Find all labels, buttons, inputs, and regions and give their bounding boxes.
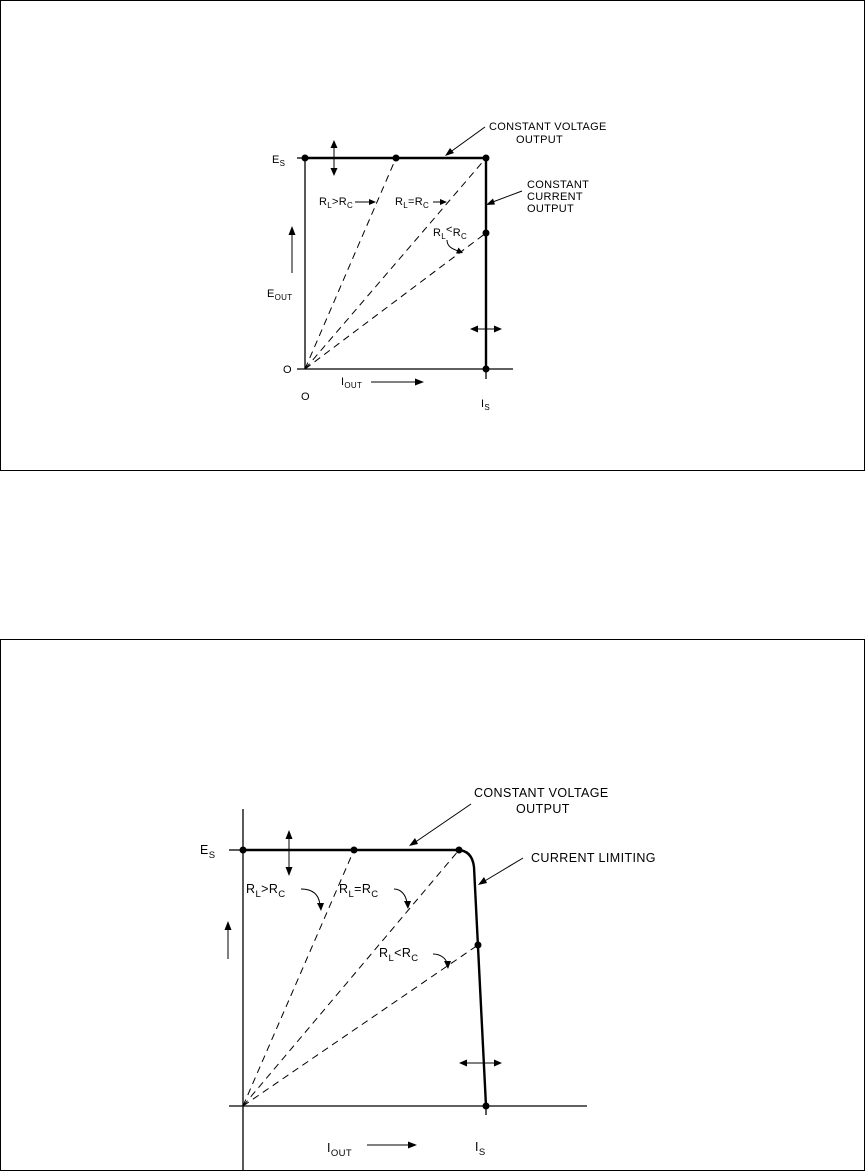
- horizontal-double-arrow-right: [494, 1060, 502, 1067]
- cv-label-line1: CONSTANT VOLTAGE: [474, 786, 609, 800]
- rl-eq-leader-line: [394, 889, 407, 903]
- point-is: [483, 1103, 490, 1110]
- vertical-double-arrow-up: [286, 830, 293, 839]
- is-label: $I_S$: [481, 398, 490, 412]
- rl-gt-label: $R_L>R_C$: [319, 196, 354, 210]
- cv-label-line2: OUTPUT: [516, 802, 570, 816]
- is-label: $I_S$: [475, 1140, 486, 1158]
- cc-label-line1: CONSTANT: [527, 179, 590, 191]
- constant-current-diagram: [1, 1, 865, 472]
- iout-direction-arrow-head: [408, 1142, 417, 1149]
- iout-label: $I_{OUT}$: [327, 1141, 353, 1159]
- cc-leader: [486, 191, 522, 205]
- rl-lt-label: $R_L<R_C$: [433, 224, 468, 241]
- rl-gt-leader: [355, 199, 376, 205]
- cv-leader-head: [409, 838, 418, 846]
- es-label: $E_S$: [200, 843, 216, 861]
- vertical-direction-arrow-head: [225, 921, 232, 930]
- origin-y-label: O: [283, 364, 292, 376]
- origin-x-label: O: [301, 391, 310, 403]
- eout-direction-arrow: [289, 226, 296, 273]
- horizontal-double-arrow-left: [459, 1060, 467, 1067]
- diagram-current-limiting-frame: [0, 639, 865, 1171]
- cv-leader: [445, 127, 485, 156]
- point-intersect-gt: [393, 155, 400, 162]
- point-intersect-lt: [483, 230, 490, 237]
- cv-label-line1: CONSTANT VOLTAGE: [489, 121, 607, 133]
- point-corner: [456, 847, 463, 854]
- vertical-double-arrow-down: [286, 867, 293, 876]
- rl-eq-label: $R_L=R_C$: [339, 882, 379, 900]
- rl-eq-label: $R_L=R_C$: [395, 196, 430, 210]
- point-es: [302, 155, 309, 162]
- point-intersect-gt: [351, 847, 358, 854]
- point-is: [483, 366, 490, 373]
- rl-eq-leader-head: [404, 901, 411, 909]
- load-line-rl-less: [305, 233, 486, 369]
- load-line-rl-greater: [305, 158, 396, 369]
- cv-leader-line: [414, 804, 471, 843]
- rl-gt-leader-line: [301, 889, 320, 905]
- cc-label-line3: OUTPUT: [527, 203, 575, 215]
- rl-eq-leader: [433, 199, 447, 205]
- cc-label-line2: CURRENT: [527, 191, 583, 203]
- rl-lt-leader: [447, 240, 463, 254]
- point-corner: [483, 155, 490, 162]
- cv-label-line2: OUTPUT: [516, 134, 564, 146]
- diagram-constant-current-frame: [0, 0, 865, 471]
- limit-leader-line: [483, 858, 523, 882]
- current-limiting-diagram: [1, 640, 865, 1172]
- rl-gt-leader-head: [317, 903, 324, 911]
- limit-leader-head: [478, 877, 487, 885]
- iout-label: $I_{OUT}$: [341, 376, 363, 390]
- iout-direction-arrow: [371, 379, 424, 386]
- rl-gt-label: $R_L>R_C$: [246, 882, 286, 900]
- point-es: [240, 847, 247, 854]
- point-intersect-lt: [475, 942, 482, 949]
- eout-label: $E_{OUT}$: [267, 288, 293, 302]
- rl-lt-label: $R_L<R_C$: [379, 946, 419, 964]
- load-line-rl-equal: [305, 158, 486, 369]
- es-label: $E_S$: [272, 154, 286, 168]
- current-limiting-label: CURRENT LIMITING: [531, 851, 656, 865]
